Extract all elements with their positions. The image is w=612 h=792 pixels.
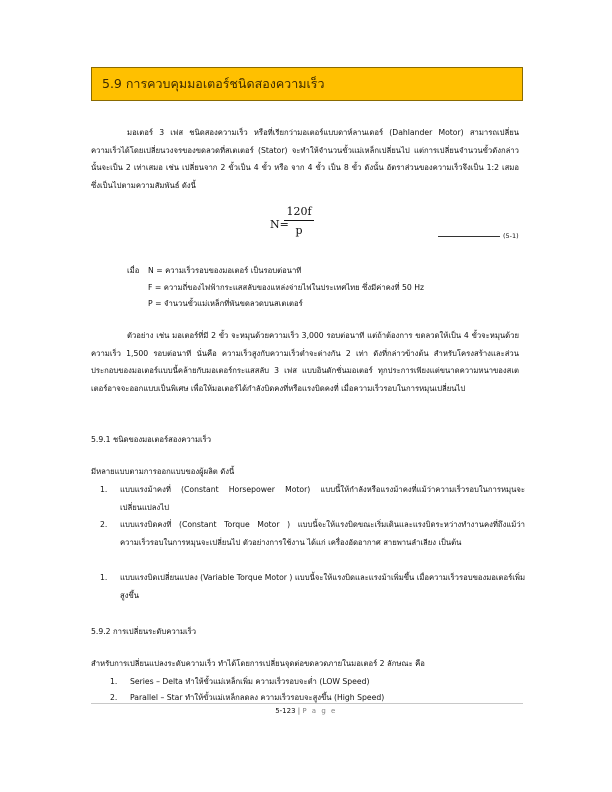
formula-fraction — [284, 205, 314, 237]
formula-denominator: p — [295, 224, 303, 237]
section-title-banner — [91, 67, 523, 101]
list-item-text: แบบแรงม้าคงที่ (Constant Horsepower Motor) แบบนี้ให้กำลังหรือแรงม้าคงที่แม้ว่าความเร็วรอบในการหมุนจะเปลี่ยนแปลงไป — [120, 485, 525, 512]
page-label: P a g e — [302, 707, 337, 715]
where-line-f: F = ความถี่ของไฟฟ้ากระแสสลับของแหล่งจ่ายไฟในประเทศไทย ซึ่งมีค่าคงที่ 50 Hz — [148, 283, 425, 292]
list-item-text: Parallel – Star ทำให้ขั้วแม่เหล็กลดลง ความเร็วรอบจะสูงขึ้น (High Speed) — [130, 693, 385, 702]
equation-leader-line — [438, 236, 500, 237]
subsection-intro-speed-change: สำหรับการเปลี่ยนแปลงระดับความเร็ว ทำได้โดยการเปลี่ยนจุดต่อขดลวดภายในมอเตอร์ 2 ลักษณะ คือ — [91, 659, 425, 668]
subsection-heading-speed-change: 5.9.2 การเปลี่ยนระดับความเร็ว — [91, 627, 197, 636]
list-item-number: 2. — [100, 520, 108, 529]
where-line-p: P = จำนวนขั้วแม่เหล็กที่พันขดลวดบนสเตเตอร์ — [148, 299, 303, 308]
example-paragraph: ตัวอย่าง เช่น มอเตอร์ที่มี 2 ขั้ว จะหมุนด้วยความเร็ว 3,000 รอบต่อนาที แต่ถ้าต้องการ ขดลวดให้เป็น 4 ขั้วจะหมุนด้วยความเร็ว 1,500 รอบต่อนาที นั่นคือ ความเร็วสูงกับความเร็วต่ำจะต่างกัน 2 เท่า ดังที่กล่าวข้างต้น สำหรับโครงสร้างและส่วนประกอบของมอเตอร์แบบนี้คล้ายกับมอเตอร์กระแสสลับ 3 เฟส แบบอินดักชั่นมอเตอร์ ทุกประการเพียงแต่ขนาดความหนาของสเตเตอร์อาจจะออกแบบเป็นพิเศษ เพื่อให้มอเตอร์ได้กำลังบิดคงที่หรือแรงบิดคงที่ เมื่อความเร็วรอบในการหมุนเปลี่ยนไป — [91, 331, 519, 393]
list-item-text: แบบแรงบิดคงที่ (Constant Torque Motor ) แบบนี้จะให้แรงบิดขณะเริ่มเดินและแรงบิดระหว่างทำงานคงที่ถึงแม้ว่า ความเร็วรอบในการหมุนจะเปลี่ยนไป ตัวอย่างการใช้งาน ได้แก่ เครื่องอัดอากาศ สายพานลำเลียง เป็นต้น — [120, 520, 525, 547]
subsection-intro-motor-types: มีหลายแบบตามการออกแบบของผู้ผลิต ดังนี้ — [91, 467, 235, 476]
footer-separator: | — [297, 707, 301, 715]
equation-reference — [438, 232, 519, 240]
list-item-text: แบบแรงบิดเปลี่ยนแปลง (Variable Torque Motor ) แบบนี้จะให้แรงบิดและแรงม้าเพิ่มขึ้น เมื่อความเร็วรอบของมอเตอร์เพิ่มสูงขึ้น — [120, 573, 526, 600]
list-item — [110, 689, 520, 707]
where-line-n: N = ความเร็วรอบของมอเตอร์ เป็นรอบต่อนาที — [148, 266, 302, 275]
subsection-heading-motor-types: 5.9.1 ชนิดของมอเตอร์สองความเร็ว — [91, 435, 212, 444]
list-item-number: 1. — [100, 485, 108, 494]
formula-lhs: N= — [270, 218, 289, 231]
formula-numerator: 120f — [284, 205, 314, 221]
intro-paragraph: มอเตอร์ 3 เฟส ชนิดสองความเร็ว หรือที่เรียกว่ามอเตอร์แบบดาห์ลานเดอร์ (Dahlander Motor) สามารถเปลี่ยนความเร็วได้โดยเปลี่ยนวงจรของขดลวดที่สเตเตอร์ (Stator) จะทำให้จำนวนขั้วแม่เหล็กเปลี่ยนไป แต่การเปลี่ยนจำนวนขั้วดังกล่าวนั้นจะเป็น 2 เท่าเสมอ เช่น เปลี่ยนจาก 2 ขั้วเป็น 4 ขั้ว หรือ จาก 4 ขั้ว เป็น 8 ขั้ว ดังนั้น อัตราส่วนของความเร็วจึงเป็น 1:2 เสมอ ซึ่งเป็นไปตามความสัมพันธ์ ดังนี้ — [91, 128, 519, 190]
list-item-number: 1. — [110, 677, 118, 686]
where-prefix: เมื่อ — [127, 266, 140, 275]
list-item-number: 2. — [110, 693, 118, 702]
list-item — [100, 481, 525, 517]
list-item-number: 1. — [100, 573, 108, 582]
list-item — [100, 516, 525, 570]
page-number: 5-123 — [275, 707, 296, 715]
equation-number: (5-1) — [503, 232, 519, 240]
section-title: 5.9 การควบคุมมอเตอร์ชนิดสองความเร็ว — [102, 76, 325, 91]
page-footer — [0, 707, 612, 715]
list-item — [100, 569, 526, 605]
list-item-text: Series – Delta ทำให้ขั้วแม่เหล็กเพิ่ม ความเร็วรอบจะต่ำ (LOW Speed) — [130, 677, 370, 686]
footer-divider — [91, 703, 523, 704]
